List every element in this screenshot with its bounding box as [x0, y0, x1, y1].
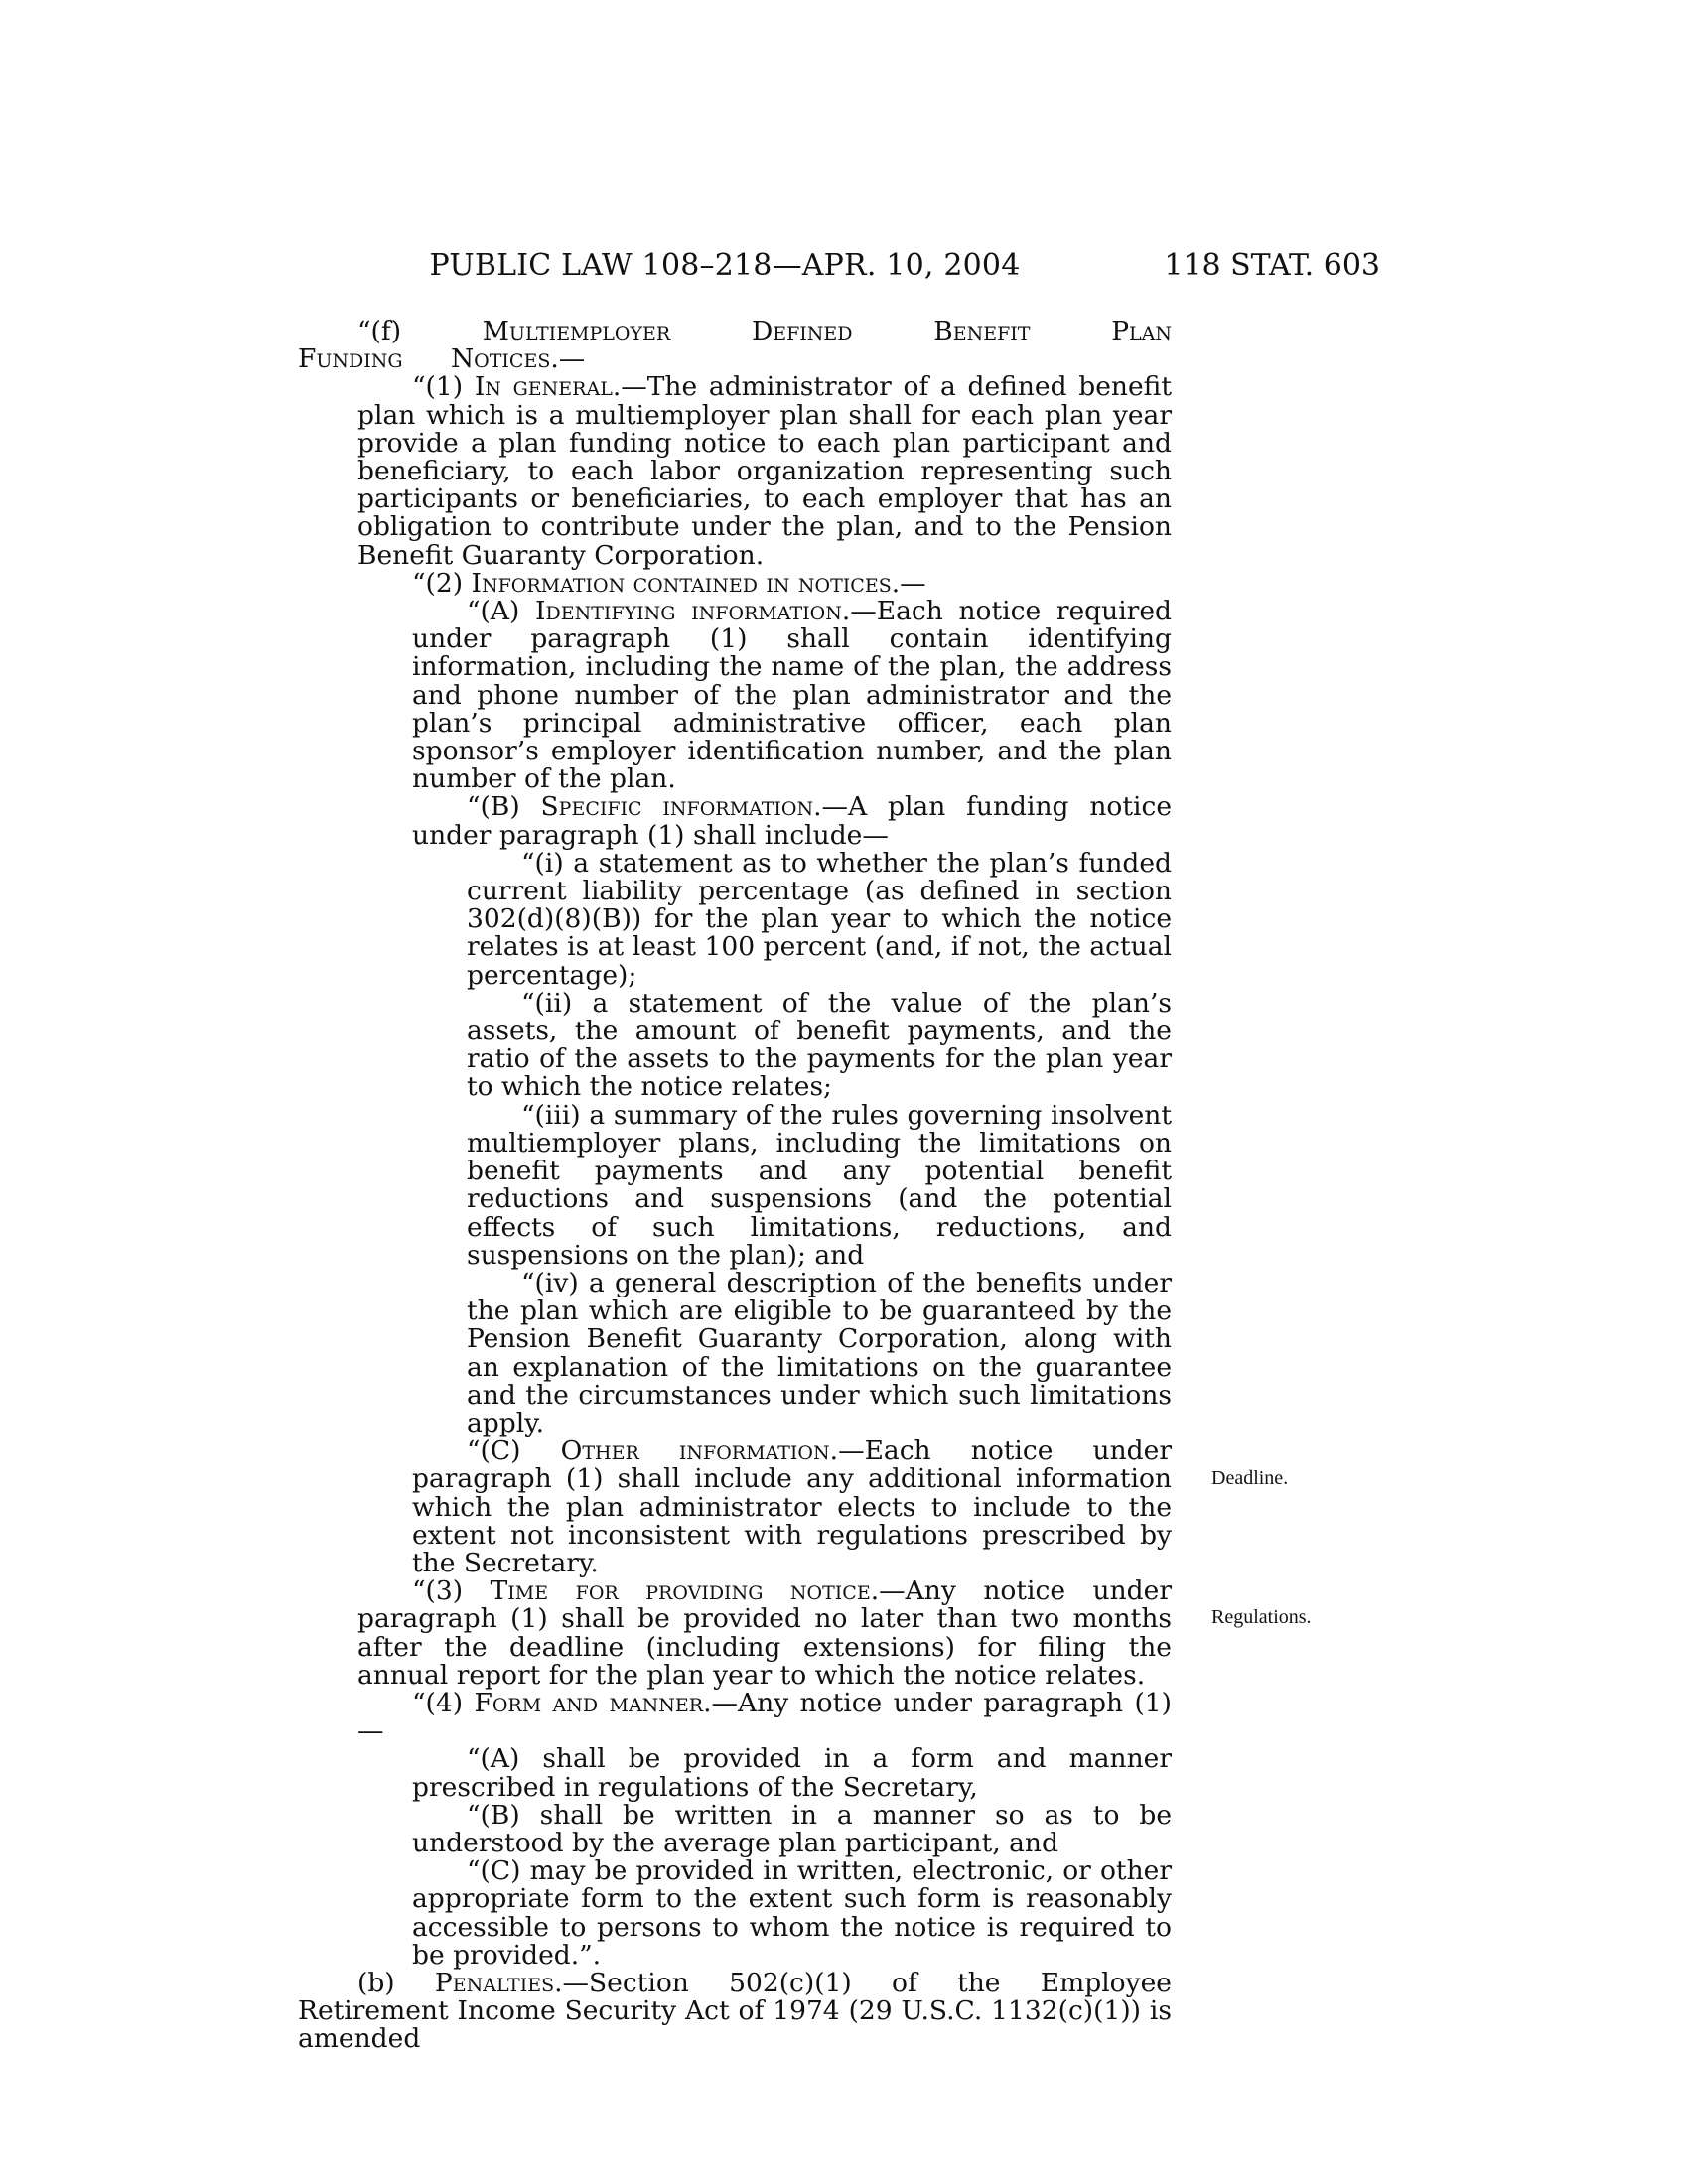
subparagraph-2b-heading: Specific information	[540, 791, 814, 823]
paragraph-4-heading: Form and manner	[474, 1687, 704, 1718]
subparagraph-4a: “(A) shall be provided in a form and manner prescribed in regulations of the Secretary,	[412, 1743, 1172, 1803]
subparagraph-4c: “(C) may be provided in written, electronic, or other appropriate form to the extent such form is reasonably accessible to persons to whom the notice is required to be provided.”.	[412, 1855, 1172, 1971]
paragraph-3-heading: Time for providing notice	[490, 1575, 871, 1607]
subparagraph-2b: “(B) Specific information.—A plan funding notice under paragraph (1) shall include—	[412, 791, 1172, 851]
clause-i: “(i) a statement as to whether the plan’s funded current liability percentage (as defined in section 302(d)(8)(B)) for the plan year to which the notice relates is at least 100 percent (and, if not, the actual percentage);	[467, 847, 1172, 991]
paragraph-1: “(1) In general.—The administrator of a defined benefit plan which is a multiemployer plan shall for each plan year provide a plan funding notice to each plan participant and beneficiary, to each labor organization representing such participants or beneficiaries, to each employer that has an obligation to contribute under the plan, and to the Pension Benefit Guaranty Corporation.	[357, 371, 1173, 571]
subsection-b: (b) Penalties.—Section 502(c)(1) of the Employee Retirement Income Security Act of 1974 (29 U.S.C. 1132(c)(1)) is amended	[298, 1967, 1172, 2055]
paragraph-2: “(2) Information contained in notices.—	[412, 567, 926, 599]
clause-iii: “(iii) a summary of the rules governing insolvent multiemployer plans, including the limitations on benefit payments and any potential benefit reductions and suspensions (and the potential effects of such limitations, reductions, and suspensions on the plan); and	[467, 1099, 1172, 1271]
subparagraph-2c-heading: Other information	[560, 1435, 830, 1467]
law-title: PUBLIC LAW 108–218—APR. 10, 2004	[429, 248, 1021, 283]
paragraph-4: “(4) Form and manner.—Any notice under paragraph (1)—	[357, 1687, 1172, 1747]
statute-body	[298, 318, 1172, 2054]
stat-reference: 118 STAT. 603	[1164, 248, 1380, 283]
subsection-f-heading: Multiemployer Defined Benefit Plan Funding Notices	[298, 316, 1172, 375]
subsection-f: “(f) Multiemployer Defined Benefit Plan Funding Notices.—	[298, 316, 1172, 375]
paragraph-1-heading: In general	[474, 371, 613, 403]
subparagraph-2a-heading: Identifying information	[535, 596, 842, 627]
clause-iv: “(iv) a general description of the benefits under the plan which are eligible to be guaranteed by the Pension Benefit Guaranty Corporation, along with an explanation of the limitations on the guarantee and the circumstances under which such limitations apply.	[467, 1267, 1172, 1438]
subparagraph-2a: “(A) Identifying information.—Each notice required under paragraph (1) shall contain identifying information, including the name of the plan, the address and phone number of the plan administrator and the plan’s principal administrative officer, each plan sponsor’s employer identification number, and the plan number of the plan.	[412, 596, 1172, 795]
paragraph-2-heading: Information contained in notices	[471, 567, 892, 599]
margin-note-deadline: Deadline.	[1211, 1467, 1289, 1489]
subsection-b-heading: Penalties	[434, 1967, 555, 1998]
margin-note-regulations: Regulations.	[1211, 1606, 1312, 1628]
page-header	[0, 248, 1688, 288]
paragraph-3: “(3) Time for providing notice.—Any notice under paragraph (1) shall be provided no later than two months after the deadline (including extensions) for filing the annual report for the plan year to which the notice relates.	[357, 1575, 1172, 1691]
subparagraph-2c: “(C) Other information.—Each notice under paragraph (1) shall include any additional information which the plan administrator elects to include to the extent not inconsistent with regulations prescribed by the Secretary.	[412, 1435, 1172, 1578]
subparagraph-4b: “(B) shall be written in a manner so as to be understood by the average plan participant, and	[412, 1799, 1172, 1858]
clause-ii: “(ii) a statement of the value of the plan’s assets, the amount of benefit payments, and the ratio of the assets to the payments for the plan year to which the notice relates;	[467, 987, 1172, 1103]
